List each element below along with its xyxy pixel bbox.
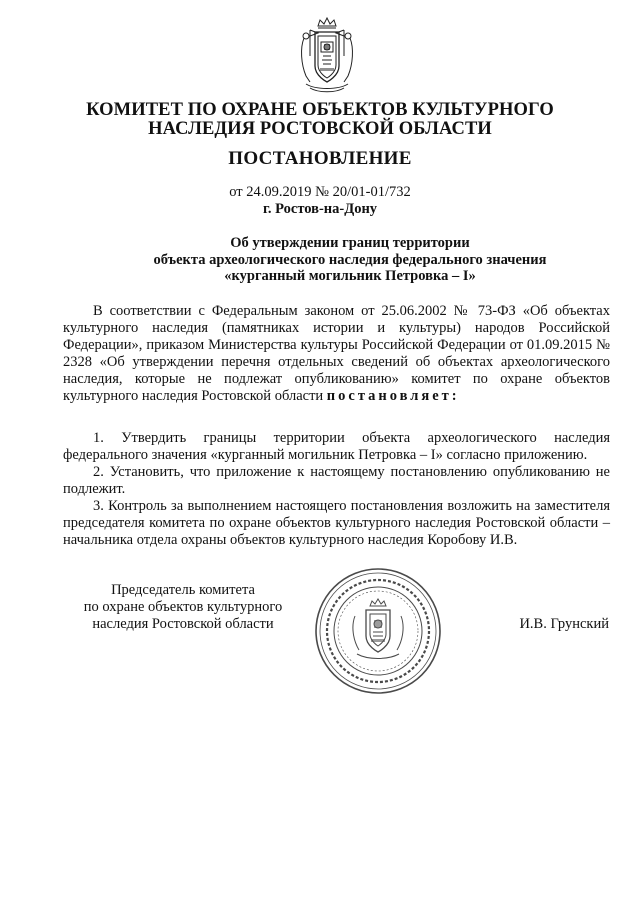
resolution-item-2: 2. Установить, что приложение к настоящему постановлению опубликованию не подлежит. <box>63 464 610 497</box>
resolution-item-3: 3. Контроль за выполнением настоящего постановления возложить на заместителя председателя комитета по охране объектов культурного наследия Ростовской области – начальника отдела охраны объектов культурного наследия Коробову И.В. <box>63 498 610 548</box>
organization-title <box>40 101 600 139</box>
resolves-word: постановляет: <box>326 388 460 404</box>
organization-title-line2: НАСЛЕДИЯ РОСТОВСКОЙ ОБЛАСТИ <box>148 119 492 139</box>
document-subject <box>60 235 640 285</box>
organization-title-line1: КОМИТЕТ ПО ОХРАНЕ ОБЪЕКТОВ КУЛЬТУРНОГО <box>86 100 554 120</box>
subject-line3: «курганный могильник Петровка – I» <box>224 268 476 284</box>
document-type: ПОСТАНОВЛЕНИЕ <box>228 148 412 169</box>
subject-line1: Об утверждении границ территории <box>230 235 470 251</box>
preamble-paragraph <box>63 303 610 405</box>
signer-title-line2: по охране объектов культурного <box>83 599 283 615</box>
preamble-block <box>63 303 610 405</box>
signer-name: И.В. Грунский <box>519 616 609 632</box>
preamble-text: В соответствии с Федеральным законом от 25.06.2002 № 73-ФЗ «Об объектах культурного наследия (памятниках истории и культуры) народов Российской Федерации», приказом Министерства культуры Российской Федерации от 01.09.2015 № 2328 «Об утверждении перечня отдельных сведений об объектах археологического наследия, которые не подлежат опубликованию» комитет по охране объектов культурного наследия Ростовской области <box>63 303 610 404</box>
document-city: г. Ростов-на-Дону <box>262 201 378 217</box>
official-seal-icon <box>313 566 443 696</box>
signer-title-line1: Председатель комитета <box>111 582 255 598</box>
resolution-items <box>63 430 610 549</box>
signer-title <box>63 582 303 633</box>
document-date-number: от 24.09.2019 № 20/01-01/732 <box>229 184 411 200</box>
resolution-item-1: 1. Утвердить границы территории объекта археологического наследия федерального значения «курганный могильник Петровка – I» согласно приложению. <box>63 430 610 463</box>
coat-of-arms-icon <box>296 16 358 96</box>
subject-line2: объекта археологического наследия федерального значения <box>153 251 547 268</box>
signer-title-line3: наследия Ростовской области <box>92 616 274 632</box>
